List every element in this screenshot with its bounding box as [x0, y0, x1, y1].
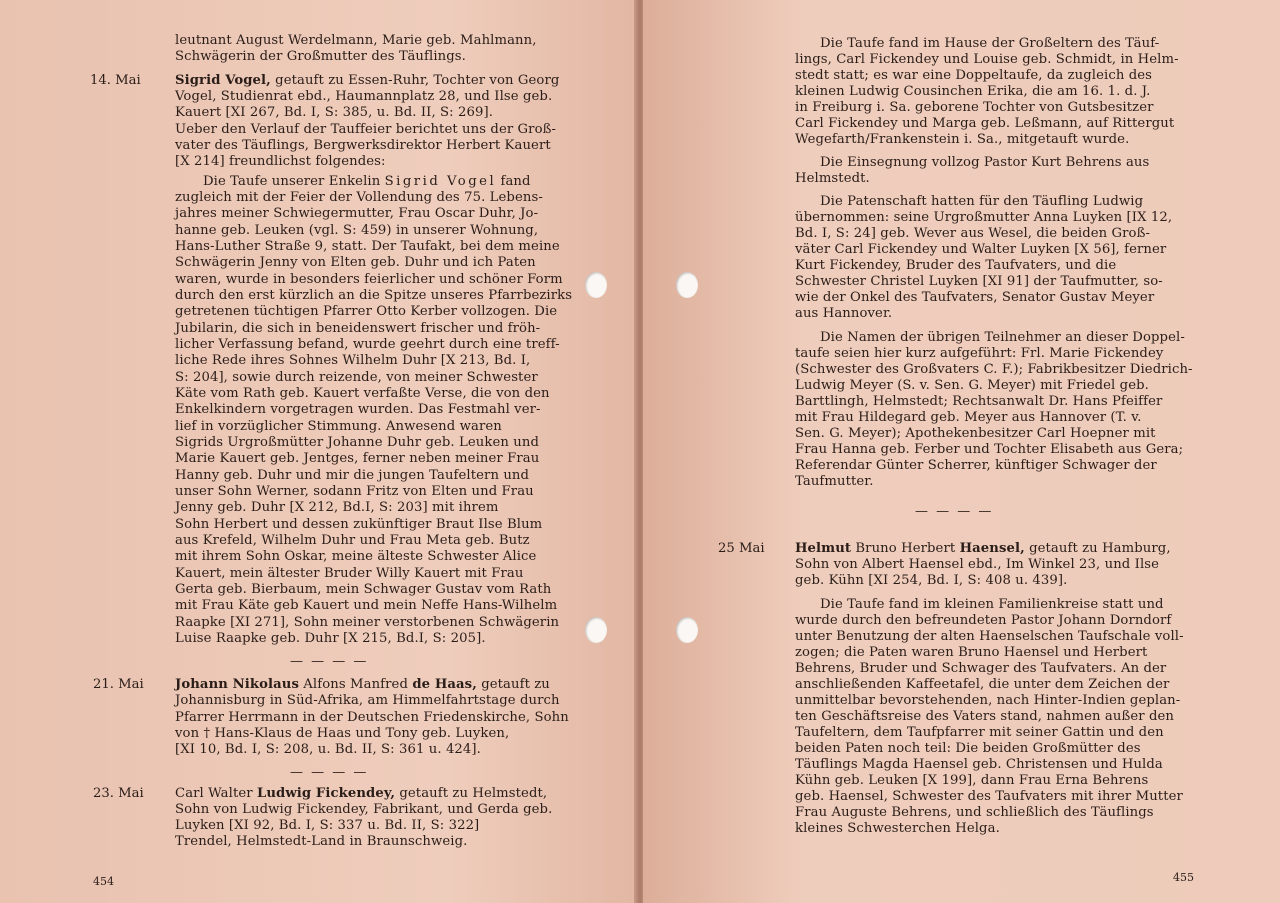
text-line: Ludwig Meyer (S. v. Sen. G. Meyer) mit Friedel geb.: [795, 378, 1149, 393]
entry-date: 23. Mai: [93, 786, 144, 801]
text-line: väter Carl Fickendey und Walter Luyken [X 56], ferner: [795, 242, 1167, 257]
text-line: Ueber den Verlauf der Tauffeier berichtet uns der Groß-: [175, 122, 557, 137]
section-separator: — — — —: [290, 765, 369, 780]
text-line: kleines Schwesterchen Helga.: [795, 821, 1000, 836]
text-line: Taufmutter.: [795, 474, 874, 489]
text-line: Enkelkindern vorgetragen wurden. Das Festmahl ver-: [175, 402, 541, 417]
text-line: mit Frau Hildegard geb. Meyer aus Hannover (T. v.: [795, 410, 1142, 425]
text-line: Barttlingh, Helmstedt; Rechtsanwalt Dr. Hans Pfeiffer: [795, 394, 1163, 409]
text-line: hanne geb. Leuken (vgl. S: 459) in unserer Wohnung,: [175, 223, 539, 238]
spaced-name: Sigrid Vogel: [384, 174, 497, 189]
punch-hole: [585, 272, 607, 298]
text-line: ten Geschäftsreise des Vaters stand, nahmen außer den: [795, 709, 1175, 724]
text-line: mit ihrem Sohn Oskar, meine älteste Schwester Alice: [175, 549, 537, 564]
section-separator: — — — —: [290, 654, 369, 669]
text-line: leutnant August Werdelmann, Marie geb. Mahlmann,: [175, 33, 537, 48]
text-line: aus Hannover.: [795, 306, 893, 321]
text-line: beiden Paten noch teil: Die beiden Großmütter des: [795, 741, 1141, 756]
left-page: [0, 0, 637, 903]
text-run: fand: [500, 174, 531, 189]
text-run: getauft zu Essen-Ruhr, Tochter von Georg: [275, 73, 560, 88]
text-line: Schwägerin der Großmutter des Täuflings.: [175, 49, 466, 64]
text-line: lings, Carl Fickendey und Louise geb. Schmidt, in Helm-: [795, 52, 1179, 67]
text-line: Die Patenschaft hatten für den Täufling Ludwig: [820, 194, 1144, 209]
text-line: Jenny geb. Duhr [X 212, Bd.I, S: 203] mit ihrem: [175, 500, 499, 515]
text-line: Helmstedt.: [795, 171, 870, 186]
text-line: Täuflings Magda Haensel geb. Christensen und Hulda: [795, 757, 1163, 772]
punch-hole: [676, 272, 698, 298]
text-line: waren, wurde in besonders feierlicher und schöner Form: [175, 272, 563, 287]
text-run: getauft zu Helmstedt,: [399, 786, 548, 801]
text-line: mit Frau Käte geb Kauert und mein Neffe Hans-Wilhelm: [175, 598, 558, 613]
baptized-surname: Haensel,: [959, 541, 1025, 556]
text-line: Die Taufe fand im kleinen Familienkreise statt und: [820, 597, 1164, 612]
text-line: [XI 10, Bd. I, S: 208, u. Bd. II, S: 361 u. 424].: [175, 742, 481, 757]
entry-heading: [795, 541, 1171, 557]
text-line: Die Taufe fand im Hause der Großeltern des Täuf-: [820, 36, 1160, 51]
entry-date: 14. Mai: [90, 73, 141, 88]
right-page: [643, 0, 1280, 903]
entry-date: 25 Mai: [718, 541, 765, 556]
text-line: Luise Raapke geb. Duhr [X 215, Bd.I, S: 205].: [175, 631, 486, 646]
text-line: S: 204], sowie durch reizende, von meiner Schwester: [175, 370, 538, 385]
punch-hole: [585, 617, 607, 643]
text-line: Kühn geb. Leuken [X 199], dann Frau Erna Behrens: [795, 773, 1149, 788]
text-line: vater des Täuflings, Bergwerksdirektor Herbert Kauert: [175, 138, 551, 153]
text-line: [X 214] freundlichst folgendes:: [175, 154, 386, 169]
section-separator: — — — —: [915, 504, 994, 519]
text-line: unter Benutzung der alten Haenselschen Taufschale voll-: [795, 629, 1184, 644]
text-run: Alfons Manfred: [303, 677, 409, 692]
entry-heading: [175, 786, 547, 802]
text-line: (Schwester des Großvaters C. F.); Fabrikbesitzer Diedrich-: [795, 362, 1193, 377]
text-line: Pfarrer Herrmann in der Deutschen Friedenskirche, Sohn: [175, 710, 569, 725]
text-line: aus Krefeld, Wilhelm Duhr und Frau Meta geb. Butz: [175, 533, 530, 548]
text-line: licher Verfassung befand, wurde geehrt durch eine treff-: [175, 337, 560, 352]
text-line: Sohn Herbert und dessen zukünftiger Braut Ilse Blum: [175, 517, 543, 532]
text-line: von † Hans-Klaus de Haas und Tony geb. Luyken,: [175, 726, 510, 741]
text-run: Bruno Herbert: [855, 541, 956, 556]
text-run: getauft zu: [481, 677, 550, 692]
text-line: Behrens, Bruder und Schwager des Taufvaters. An der: [795, 661, 1167, 676]
text-line: Vogel, Studienrat ebd., Haumannplatz 28, und Ilse geb.: [175, 89, 553, 104]
text-line: Johannisburg in Süd-Afrika, am Himmelfahrtstage durch: [175, 693, 560, 708]
text-line: Kauert, mein ältester Bruder Willy Kauert mit Frau: [175, 566, 524, 581]
text-line: Schwester Christel Luyken [XI 91] der Taufmutter, so-: [795, 274, 1163, 289]
text-line: Hanny geb. Duhr und mir die jungen Taufeltern und: [175, 468, 530, 483]
text-line: unmittelbar bevorstehenden, nach Hinter-Indien geplan-: [795, 693, 1181, 708]
text-line: Käte vom Rath geb. Kauert verfaßte Verse, die von den: [175, 386, 550, 401]
text-line: Wegefarth/Frankenstein i. Sa., mitgetauft wurde.: [795, 132, 1130, 147]
text-line: Frau Hanna geb. Ferber und Tochter Elisabeth aus Gera;: [795, 442, 1184, 457]
entry-date: 21. Mai: [93, 677, 144, 692]
text-line: jahres meiner Schwiegermutter, Frau Oscar Duhr, Jo-: [175, 206, 539, 221]
text-line: zugleich mit der Feier der Vollendung des 75. Lebens-: [175, 190, 543, 205]
entry-heading: [175, 677, 550, 693]
text-line: Frau Auguste Behrens, und schließlich des Täuflings: [795, 805, 1154, 820]
text-line: Carl Fickendey und Marga geb. Leßmann, auf Rittergut: [795, 116, 1175, 131]
text-line: Jubilarin, die sich in beneidenswert frischer und fröh-: [175, 321, 541, 336]
text-line: Kauert [XI 267, Bd. I, S: 385, u. Bd. II, S: 269].: [175, 105, 494, 120]
text-line: anschließenden Kaffeetafel, die unter dem Zeichen der: [795, 677, 1170, 692]
text-line: Taufeltern, dem Taufpfarrer mit seiner Gattin und den: [795, 725, 1164, 740]
text-line: unser Sohn Werner, sodann Fritz von Elten und Frau: [175, 484, 534, 499]
baptized-name: Ludwig Fickendey,: [256, 786, 396, 801]
text-line: geb. Haensel, Schwester des Taufvaters mit ihrer Mutter: [795, 789, 1183, 804]
text-line: wurde durch den befreundeten Pastor Johann Dorndorf: [795, 613, 1172, 628]
page-number: 455: [1173, 871, 1194, 884]
text-run: Die Taufe unserer Enkelin: [203, 174, 381, 189]
entry-heading: [175, 73, 559, 89]
text-line: in Freiburg i. Sa. geborene Tochter von Gutsbesitzer: [795, 100, 1154, 115]
text-line: Die Einsegnung vollzog Pastor Kurt Behrens aus: [820, 155, 1150, 170]
text-line: liche Rede ihres Sohnes Wilhelm Duhr [X 213, Bd. I,: [175, 353, 531, 368]
text-run: getauft zu Hamburg,: [1029, 541, 1171, 556]
text-line: Marie Kauert geb. Jentges, ferner neben meiner Frau: [175, 451, 540, 466]
baptized-name: Helmut: [795, 541, 852, 556]
text-line: Kurt Fickendey, Bruder des Taufvaters, und die: [795, 258, 1117, 273]
text-line: Die Namen der übrigen Teilnehmer an dieser Doppel-: [820, 330, 1185, 345]
baptized-name: Sigrid Vogel,: [175, 73, 271, 88]
text-run: Carl Walter: [175, 786, 253, 801]
text-line: Sigrids Urgroßmütter Johanne Duhr geb. Leuken und: [175, 435, 539, 450]
text-line: geb. Kühn [XI 254, Bd. I, S: 408 u. 439].: [795, 573, 1068, 588]
punch-hole: [676, 617, 698, 643]
text-line: wie der Onkel des Taufvaters, Senator Gustav Meyer: [795, 290, 1155, 305]
text-line: taufe seien hier kurz aufgeführt: Frl. Marie Fickendey: [795, 346, 1164, 361]
text-line: kleinen Ludwig Cousinchen Erika, die am 16. 1. d. J.: [795, 84, 1151, 99]
text-line: Hans-Luther Straße 9, statt. Der Taufakt, bei dem meine: [175, 239, 560, 254]
text-line: Gerta geb. Bierbaum, mein Schwager Gustav vom Rath: [175, 582, 552, 597]
text-line: getretenen tüchtigen Pfarrer Otto Kerber vollzogen. Die: [175, 304, 558, 319]
text-line: übernommen: seine Urgroßmutter Anna Luyken [IX 12,: [795, 210, 1173, 225]
text-line: Sen. G. Meyer); Apothekenbesitzer Carl Hoepner mit: [795, 426, 1156, 441]
text-line: lief in vorzüglicher Stimmung. Anwesend waren: [175, 419, 502, 434]
text-line: [203, 174, 531, 190]
baptized-surname: de Haas,: [412, 677, 477, 692]
text-line: Schwägerin Jenny von Elten geb. Duhr und ich Paten: [175, 255, 536, 270]
text-line: Referendar Günter Scherrer, künftiger Schwager der: [795, 458, 1157, 473]
baptized-name: Johann Nikolaus: [175, 677, 299, 692]
text-line: zogen; die Paten waren Bruno Haensel und Herbert: [795, 645, 1148, 660]
text-line: durch den erst kürzlich an die Spitze unseres Pfarrbezirks: [175, 288, 573, 303]
text-line: stedt statt; es war eine Doppeltaufe, da zugleich des: [795, 68, 1153, 83]
text-line: Trendel, Helmstedt-Land in Braunschweig.: [175, 834, 468, 849]
page-number: 454: [93, 875, 114, 888]
text-line: Luyken [XI 92, Bd. I, S: 337 u. Bd. II, S: 322]: [175, 818, 480, 833]
text-line: Sohn von Albert Haensel ebd., Im Winkel 23, und Ilse: [795, 557, 1160, 572]
text-line: Raapke [XI 271], Sohn meiner verstorbenen Schwägerin: [175, 615, 560, 630]
text-line: Sohn von Ludwig Fickendey, Fabrikant, und Gerda geb.: [175, 802, 553, 817]
text-line: Bd. I, S: 24] geb. Wever aus Wesel, die beiden Groß-: [795, 226, 1151, 241]
